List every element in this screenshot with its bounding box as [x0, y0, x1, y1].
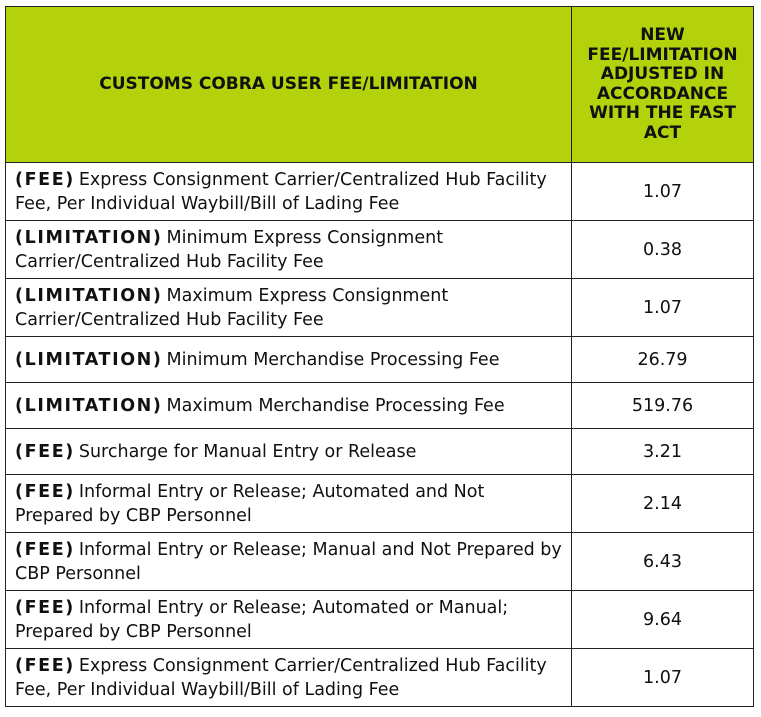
fee-value: 3.21 [572, 429, 754, 475]
row-description: Minimum Merchandise Processing Fee [166, 349, 500, 370]
header-new-value: NEW FEE/LIMITATION ADJUSTED IN ACCORDANCE WITH THE FAST ACT [572, 7, 754, 163]
table-row [6, 429, 754, 475]
fee-description-cell [6, 163, 572, 221]
row-description: Surcharge for Manual Entry or Release [78, 441, 417, 462]
fee-description-cell [6, 429, 572, 475]
row-tag: (FEE) [15, 597, 75, 618]
fee-value: 2.14 [572, 475, 754, 533]
table-row [6, 533, 754, 591]
fee-value: 26.79 [572, 337, 754, 383]
row-description: Informal Entry or Release; Automated and Not Prepared by CBP Personnel [15, 481, 485, 526]
table-row [6, 337, 754, 383]
table-row [6, 475, 754, 533]
fee-description-cell [6, 221, 572, 279]
row-tag: (FEE) [15, 441, 75, 462]
row-tag: (LIMITATION) [15, 227, 163, 248]
header-row [6, 7, 754, 163]
fee-value: 519.76 [572, 383, 754, 429]
fee-description-cell [6, 279, 572, 337]
row-description: Maximum Merchandise Processing Fee [166, 395, 505, 416]
row-description: Maximum Express Consignment Carrier/Centralized Hub Facility Fee [15, 285, 449, 330]
row-description: Express Consignment Carrier/Centralized Hub Facility Fee, Per Individual Waybill/Bill of Lading Fee [15, 655, 547, 700]
fee-value: 6.43 [572, 533, 754, 591]
row-tag: (FEE) [15, 169, 75, 190]
row-tag: (FEE) [15, 481, 75, 502]
row-tag: (FEE) [15, 655, 75, 676]
row-description: Informal Entry or Release; Automated or Manual; Prepared by CBP Personnel [15, 597, 509, 642]
fee-value: 1.07 [572, 163, 754, 221]
fee-description-cell [6, 337, 572, 383]
fee-value: 9.64 [572, 591, 754, 649]
fee-value: 0.38 [572, 221, 754, 279]
fee-value: 1.07 [572, 649, 754, 707]
table-row [6, 279, 754, 337]
table-row [6, 591, 754, 649]
fee-table [5, 6, 754, 707]
fee-description-cell [6, 591, 572, 649]
fee-description-cell [6, 383, 572, 429]
fee-description-cell [6, 649, 572, 707]
table-row [6, 163, 754, 221]
header-fee: CUSTOMS COBRA USER FEE/LIMITATION [6, 7, 572, 163]
row-description: Express Consignment Carrier/Centralized Hub Facility Fee, Per Individual Waybill/Bill of Lading Fee [15, 169, 547, 214]
fee-value: 1.07 [572, 279, 754, 337]
table-row [6, 649, 754, 707]
fee-description-cell [6, 533, 572, 591]
table-row [6, 383, 754, 429]
row-tag: (LIMITATION) [15, 395, 163, 416]
row-tag: (LIMITATION) [15, 349, 163, 370]
row-tag: (FEE) [15, 539, 75, 560]
row-tag: (LIMITATION) [15, 285, 163, 306]
fee-description-cell [6, 475, 572, 533]
row-description: Minimum Express Consignment Carrier/Centralized Hub Facility Fee [15, 227, 444, 272]
row-description: Informal Entry or Release; Manual and Not Prepared by CBP Personnel [15, 539, 562, 584]
table-row [6, 221, 754, 279]
